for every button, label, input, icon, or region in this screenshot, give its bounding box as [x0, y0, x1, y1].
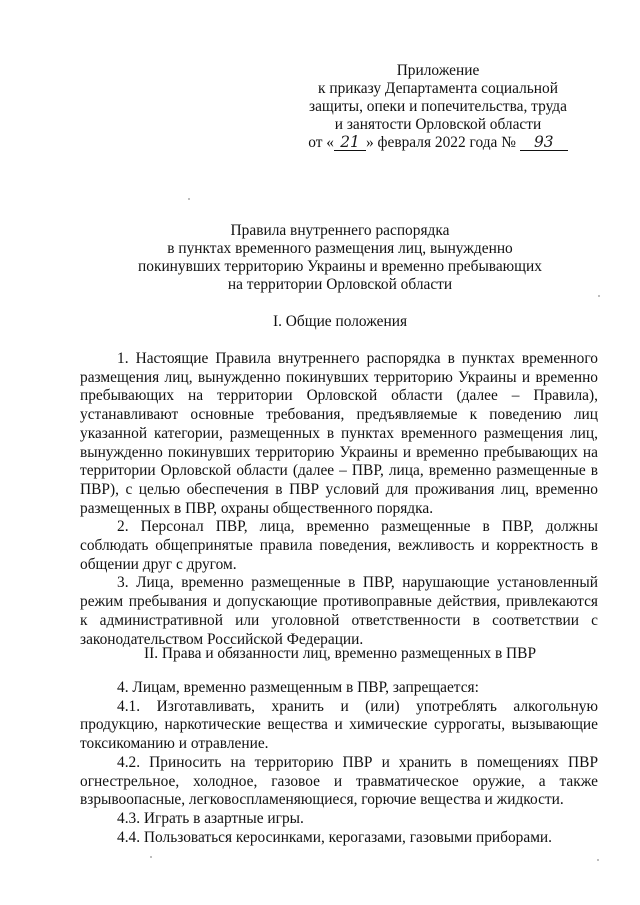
scan-speck — [598, 295, 600, 297]
annex-label: Приложение — [396, 62, 480, 79]
paragraph-4-2: 4.2. Приносить на территорию ПВР и хранить в помещениях ПВР огнестрельное, холодное, газовое и травматическое оружие, а также взрывоопасные, легковоспламеняющиеся, горючие вещества и жидкости. — [80, 753, 598, 809]
section-2-heading: II. Права и обязанности лиц, временно размещенных в ПВР — [143, 645, 537, 662]
title-line-4: на территории Орловской области — [227, 276, 453, 293]
annex-date-line — [306, 134, 570, 152]
paragraph-3: 3. Лица, временно размещенные в ПВР, нарушающие установленный режим пребывания и допускающие противоправные действия, привлекаются к административной или уголовной ответственности в соответствии с законодательством Российской Федерации. — [80, 574, 598, 648]
paragraph-4-1: 4.1. Изготавливать, хранить и (или) употреблять алкогольную продукцию, наркотические вещества и химические суррогаты, вызывающие токсикоманию и отравление. — [80, 697, 598, 753]
paragraph-4: 4. Лицам, временно размещенным в ПВР, запрещается: — [117, 679, 479, 696]
scan-speck — [597, 859, 599, 861]
handwritten-order-number: 93 — [520, 135, 568, 151]
annex-order-line: к приказу Департамента социальной — [318, 80, 558, 97]
scan-speck — [188, 198, 190, 200]
title-line-2: в пунктах временного размещения лиц, вынужденно — [167, 240, 513, 257]
title-line-3: покинувших территорию Украины и временно пребывающих — [138, 258, 542, 275]
scan-speck — [150, 856, 152, 858]
annex-header — [306, 62, 570, 152]
date-prefix: от « — [308, 134, 334, 151]
annex-department-line: защиты, опеки и попечительства, труда — [309, 98, 567, 115]
section-2-body — [80, 679, 598, 847]
date-middle: » февраля 2022 года № — [366, 134, 516, 151]
annex-region-line: и занятости Орловской области — [334, 116, 542, 133]
paragraph-1: 1. Настоящие Правила внутреннего распорядка в пунктах временного размещения лиц, вынужденно покинувших территорию Украины и временно пребывающих на территории Орловской области (далее – Правила), устанавливают основные требования, предъявляемые к поведению лиц указанной категории, размещенных в пунктах временного размещения лиц, вынужденно покинувших территорию Украины и временно пребывающих на территории Орловской области (далее – ПВР, лица, временно размещенные в ПВР), с целью обеспечения в ПВР условий для проживания лиц, временно размещенных в ПВР, охраны общественного порядка. — [80, 350, 598, 517]
paragraph-4-4: 4.4. Пользоваться керосинками, керогазами, газовыми приборами. — [117, 828, 553, 846]
paragraph-2: 2. Персонал ПВР, лица, временно размещенные в ПВР, должны соблюдать общепринятые правила поведения, вежливость и корректность в общении друг с другом. — [80, 518, 598, 573]
document-title — [80, 222, 600, 294]
paragraph-4-3: 4.3. Играть в азартные игры. — [117, 809, 304, 827]
handwritten-day: 21 — [334, 135, 366, 151]
title-line-1: Правила внутреннего распорядка — [230, 222, 450, 239]
section-1-heading: I. Общие положения — [272, 313, 408, 330]
document-body — [80, 350, 598, 649]
